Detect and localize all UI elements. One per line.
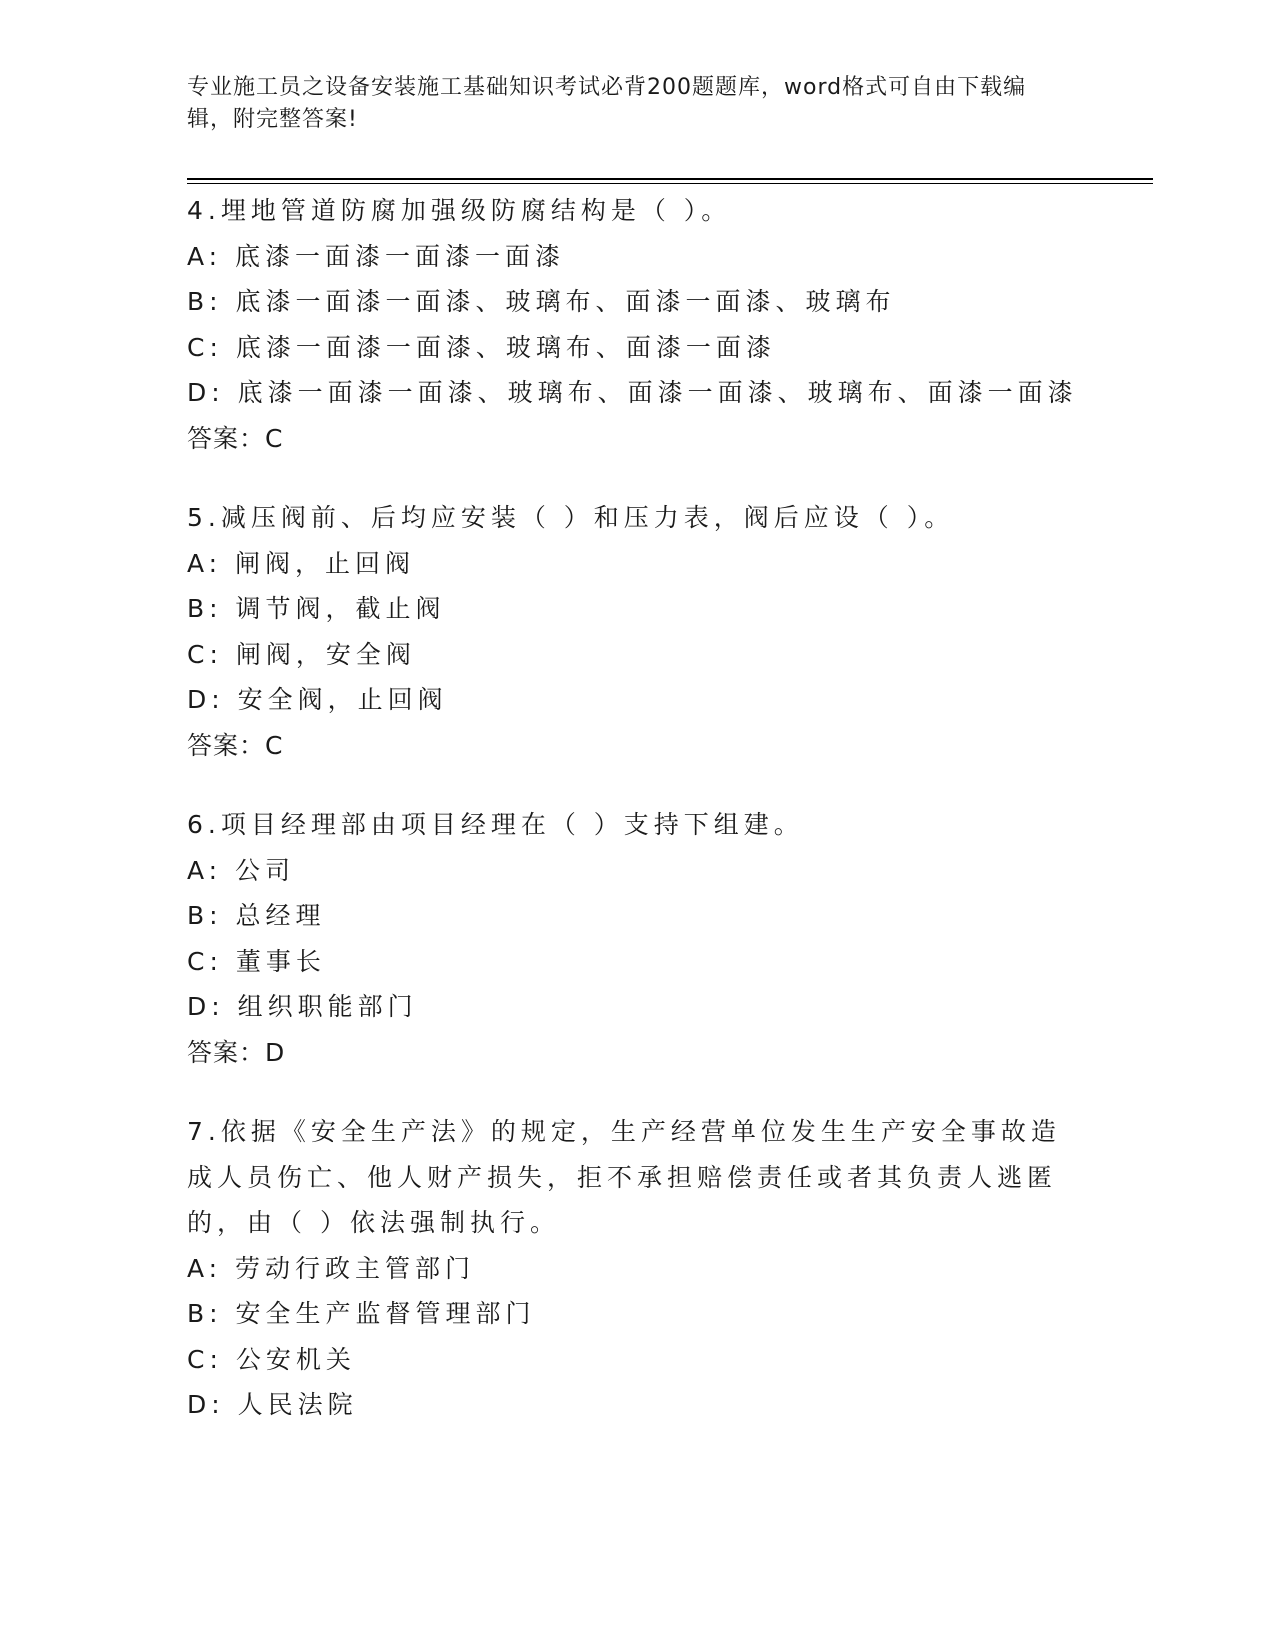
option-d: D: 组织职能部门	[187, 992, 418, 1021]
option-b: B: 底漆一面漆一面漆、玻璃布、面漆一面漆、玻璃布	[187, 287, 896, 316]
option-a: A: 公司	[187, 855, 296, 885]
option-c: C: 底漆一面漆一面漆、玻璃布、面漆一面漆	[187, 332, 776, 362]
question-stem: 6.项目经理部由项目经理在（ ）支持下组建。	[187, 810, 804, 839]
question-list	[187, 188, 1087, 1462]
option-c: C: 公安机关	[187, 1344, 356, 1374]
question-stem: 5.减压阀前、后均应安装（ ）和压力表，阀后应设（ ）。	[187, 503, 955, 532]
option-b: B: 调节阀，截止阀	[187, 594, 446, 623]
option-b: B: 总经理	[187, 901, 326, 930]
option-d: D: 人民法院	[187, 1390, 358, 1419]
question-stem: 7.依据《安全生产法》的规定，生产经营单位发生生产安全事故造成人员伤亡、他人财产损失，拒不承担赔偿责任或者其负责人逃匿的，由（ ）依法强制执行。	[187, 1117, 1061, 1237]
header-divider-thin	[187, 183, 1153, 184]
option-d: D: 底漆一面漆一面漆、玻璃布、面漆一面漆、玻璃布、面漆一面漆	[187, 378, 1078, 407]
document-header: 专业施工员之设备安装施工基础知识考试必背200题题库，word格式可自由下载编辑，附完整答案!	[187, 75, 1027, 132]
option-a: A: 劳动行政主管部门	[187, 1253, 476, 1283]
option-b: B: 安全生产监督管理部门	[187, 1299, 536, 1328]
answer-label: 答案：C	[187, 730, 284, 760]
question-4	[187, 188, 1087, 461]
question-6	[187, 802, 1087, 1075]
option-c: C: 董事长	[187, 946, 326, 976]
answer-label: 答案：D	[187, 1037, 286, 1067]
option-c: C: 闸阀，安全阀	[187, 639, 416, 669]
option-a: A: 底漆一面漆一面漆一面漆	[187, 241, 566, 271]
option-a: A: 闸阀，止回阀	[187, 548, 416, 578]
answer-label: 答案：C	[187, 423, 284, 453]
option-d: D: 安全阀，止回阀	[187, 685, 448, 714]
question-7	[187, 1109, 1087, 1428]
question-stem: 4.埋地管道防腐加强级防腐结构是（ ）。	[187, 196, 732, 225]
question-5	[187, 495, 1087, 768]
header-divider-thick	[187, 178, 1153, 180]
